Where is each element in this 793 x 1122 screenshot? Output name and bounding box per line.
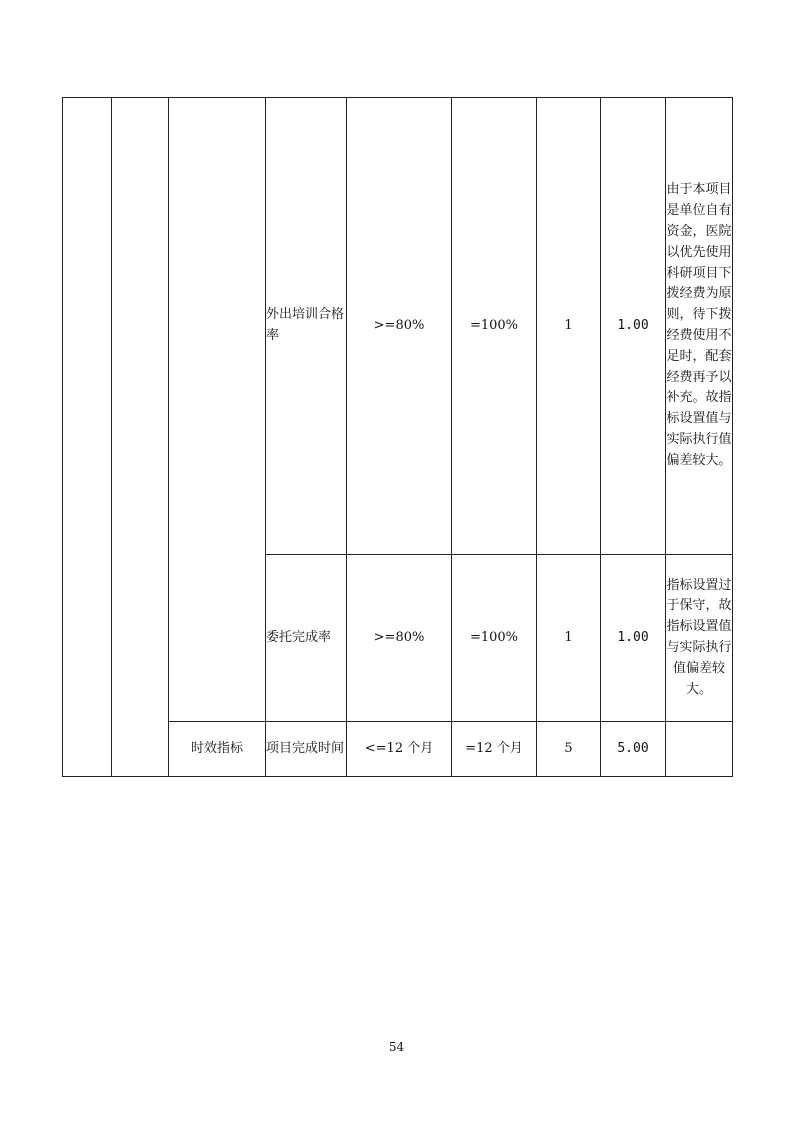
- indicator-name-cell: 委托完成率: [266, 555, 347, 722]
- annual-target-cell: <=12 个月: [347, 722, 452, 777]
- weight-cell: 5: [537, 722, 601, 777]
- primary-indicator-cell: [63, 98, 112, 777]
- actual-value-cell: =100%: [452, 555, 537, 722]
- weight-cell: 1: [537, 98, 601, 555]
- score-cell: 1.00: [601, 98, 666, 555]
- actual-value-cell: =100%: [452, 98, 537, 555]
- secondary-indicator-cell: 时效指标: [169, 722, 266, 777]
- secondary-indicator-cell: [169, 98, 266, 722]
- page-number: 54: [388, 1040, 405, 1054]
- performance-indicator-table: [62, 97, 733, 777]
- annual-target-cell: >=80%: [347, 555, 452, 722]
- actual-value-cell: =12 个月: [452, 722, 537, 777]
- annual-target-cell: >=80%: [347, 98, 452, 555]
- deviation-note-cell: [666, 722, 733, 777]
- table-row: [63, 98, 733, 555]
- weight-cell: 1: [537, 555, 601, 722]
- indicator-name-cell: 外出培训合格率: [266, 98, 347, 555]
- indicator-name-cell: 项目完成时间: [266, 722, 347, 777]
- deviation-note-cell: 指标设置过于保守，故指标设置值与实际执行值偏差较大。: [666, 555, 733, 722]
- level1-indicator-cell: [112, 98, 169, 777]
- score-cell: 1.00: [601, 555, 666, 722]
- deviation-note-cell: 由于本项目是单位自有资金，医院以优先使用科研项目下拨经费为原则，待下拨经费使用不足时，配套经费再予以补充。故指标设置值与实际执行值偏差较大。: [666, 98, 733, 555]
- score-cell: 5.00: [601, 722, 666, 777]
